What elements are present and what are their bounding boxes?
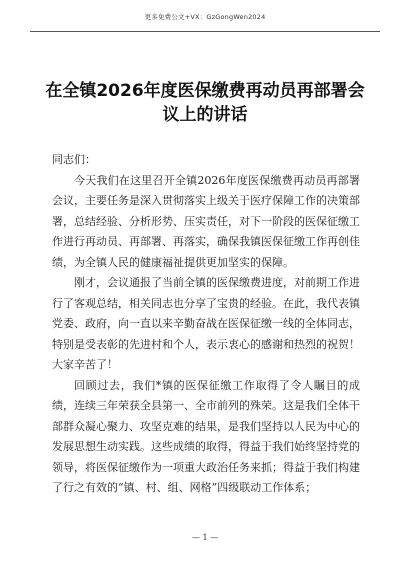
paragraph-thanks: 刚才，会议通报了当前全镇的医保缴费进度，对前期工作进行了客观总结，相关同志也分享了宝贵的经验。在此，我代表镇党委、政府，向一直以来辛勤奋战在医保征缴一线的全体同志，特别是受表彰的先进村和个人，表示衷心的感谢和热烈的祝贺！大家辛苦了！ xyxy=(52,276,360,371)
paragraph-review: 回顾过去，我们*镇的医保征缴工作取得了令人瞩目的成绩，连续三年荣获全县第一、全市前列的殊荣。这是我们全体干部群众凝心聚力、攻坚克难的结果，是我们坚持以人民为中心的发展思想生动实践。这些成绩的取得，得益于我们始终坚持党的领导，将医保征缴作为一项重大政治任务来抓；得益于我们构建了行之有效的“镇、村、组、网格”四级联动工作体系； xyxy=(52,378,360,494)
page-number: — 1 — xyxy=(191,533,219,542)
header-note: 更多免费公文+VX：GzGongWen2024 xyxy=(144,13,266,21)
document-body xyxy=(52,150,360,499)
header-divider xyxy=(30,31,380,32)
document-title: 在全镇2026年度医保缴费再动员再部署会议上的讲话 xyxy=(45,81,365,125)
salutation: 同志们： xyxy=(52,153,96,166)
paragraph-opening: 今天我们在这里召开全镇2026年度医保缴费再动员再部署会议，主要任务是深入贯彻落实上级关于医疗保障工作的决策部署，总结经验、分析形势、压实责任，对下一阶段的医保征缴工作进行再动员、再部署、再落实，确保我镇医保征缴工作再创佳绩，为全镇人民的健康福祉提供更加坚实的保障。 xyxy=(52,173,360,269)
